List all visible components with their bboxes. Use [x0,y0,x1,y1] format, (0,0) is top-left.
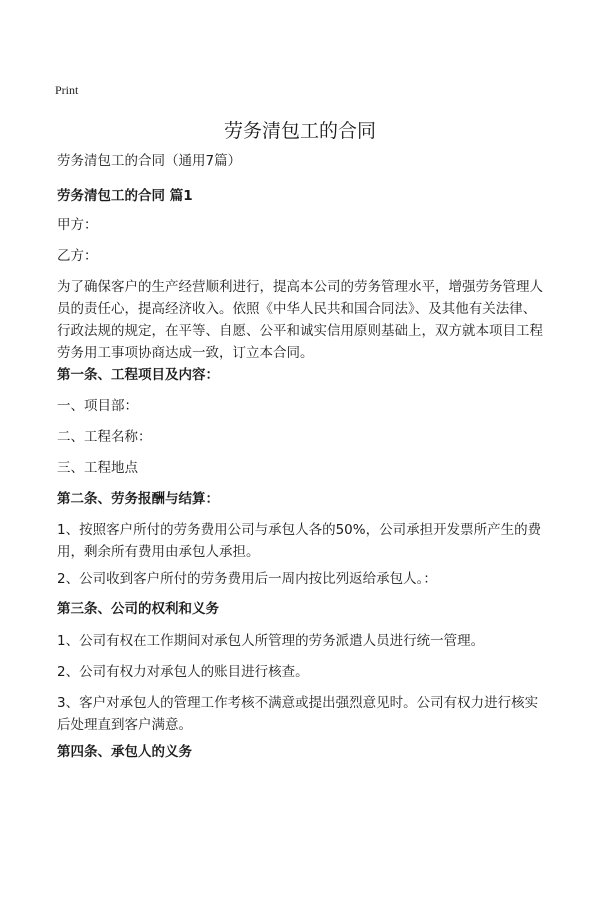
intro-line: 员的责任心，提高经济收入。依照《中华人民共和国合同法》、及其他有关法律、 [57,301,537,317]
paragraph-line: 用，剩余所有费用由承包人承担。 [57,544,260,560]
article-1-item: 三、工程地点 [57,460,138,476]
article-3-paragraph: 2、公司有权力对承包人的账目进行核查。 [57,664,309,680]
intro-paragraph [57,276,549,364]
article-1-heading: 第一条、工程项目及内容： [57,367,219,383]
article-2-heading: 第二条、劳务报酬与结算： [57,491,219,507]
party-a-label: 甲方： [57,217,98,233]
article-2-paragraph: 2、公司收到客户所付的劳务费用后一周内按比列返给承包人。： [57,571,437,587]
section-title: 劳务清包工的合同 篇1 [57,188,193,204]
article-2-paragraph [57,519,549,563]
party-b-label: 乙方： [57,248,98,264]
article-3-heading: 第三条、公司的权利和义务 [57,601,219,617]
paragraph-line: 后处理直到客户满意。 [57,717,192,733]
article-3-paragraph: 1、公司有权在工作期间对承包人所管理的劳务派遣人员进行统一管理。 [57,633,485,649]
article-4-heading: 第四条、承包人的义务 [57,744,192,760]
intro-line: 劳务用工事项协商达成一致，订立本合同。 [57,345,314,361]
paragraph-line: 3、客户对承包人的管理工作考核不满意或提出强烈意见时。公司有权力进行核实 [57,695,539,711]
article-3-paragraph [57,692,549,736]
paragraph-line: 1、按照客户所付的劳务费用公司与承包人各的50%，公司承担开发票所产生的费 [57,522,542,538]
article-1-item: 一、项目部： [57,398,138,414]
document-subtitle: 劳务清包工的合同（通用7篇） [57,153,242,169]
intro-line: 为了确保客户的生产经营顺利进行，提高本公司的劳务管理水平，增强劳务管理人 [57,279,543,295]
document-title: 劳务清包工的合同 [223,120,376,142]
print-label: Print [55,83,79,97]
article-1-item: 二、工程名称： [57,429,152,445]
intro-line: 行政法规的规定，在平等、自愿、公平和诚实信用原则基础上，双方就本项目工程 [57,323,543,339]
